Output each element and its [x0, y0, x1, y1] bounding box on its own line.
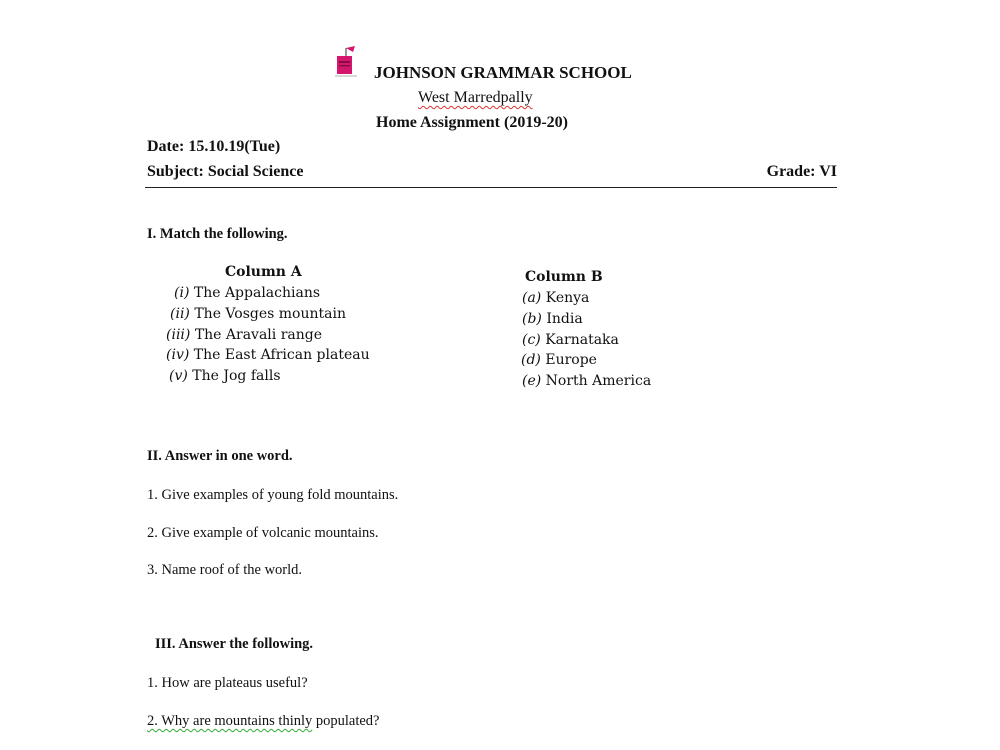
item-text: The Appalachians — [193, 285, 321, 301]
column-a-item — [170, 306, 346, 322]
item-number: (b) — [522, 311, 542, 327]
section-3-title: III. Answer the following. — [155, 636, 314, 652]
item-text: North America — [545, 373, 652, 389]
school-name: JOHNSON GRAMMAR SCHOOL — [374, 63, 632, 82]
question-text-marked: 2. Why are mountains thinly — [147, 713, 313, 729]
column-a-item — [169, 368, 281, 384]
item-text: The Vosges mountain — [194, 306, 346, 322]
item-text: The Jog falls — [192, 368, 281, 384]
question: 2. Give example of volcanic mountains. — [147, 525, 379, 541]
question: 3. Name roof of the world. — [147, 562, 303, 578]
question-text-rest: populated? — [312, 713, 380, 729]
item-number: (d) — [521, 352, 541, 368]
column-a-item — [174, 285, 320, 301]
header-divider — [145, 187, 837, 188]
column-b-item — [521, 352, 597, 368]
item-number: (iv) — [166, 347, 190, 363]
column-b-item — [522, 373, 651, 389]
item-text: Kenya — [545, 290, 590, 306]
question — [147, 713, 380, 730]
grade-line: Grade: VI — [766, 163, 837, 180]
item-text: Karnataka — [545, 332, 619, 348]
item-text: The Aravali range — [194, 327, 323, 343]
column-b-item — [522, 311, 583, 327]
item-text: India — [546, 311, 583, 327]
column-b-title: Column B — [525, 269, 603, 285]
school-location-text: West Marredpally — [418, 89, 533, 106]
item-number: (iii) — [166, 327, 191, 343]
school-logo-icon — [333, 45, 361, 79]
date-line: Date: 15.10.19(Tue) — [147, 138, 281, 155]
question: 1. Give examples of young fold mountains. — [147, 487, 399, 503]
question: 1. How are plateaus useful? — [147, 675, 308, 691]
column-b-item — [522, 332, 619, 348]
column-b-item — [522, 290, 589, 306]
section-2-title: II. Answer in one word. — [147, 448, 293, 464]
column-a-title: Column A — [225, 264, 302, 280]
item-number: (v) — [169, 368, 188, 384]
section-1-title: I. Match the following. — [147, 226, 288, 242]
subject-line: Subject: Social Science — [147, 163, 304, 180]
item-number: (a) — [522, 290, 542, 306]
item-text: The East African plateau — [193, 347, 370, 363]
assignment-title: Home Assignment (2019-20) — [376, 114, 568, 131]
item-number: (i) — [174, 285, 190, 301]
column-a-item — [166, 347, 370, 363]
item-text: Europe — [545, 352, 597, 368]
column-a-item — [166, 327, 322, 343]
item-number: (e) — [522, 373, 542, 389]
item-number: (ii) — [170, 306, 190, 322]
school-location — [418, 89, 533, 107]
item-number: (c) — [522, 332, 541, 348]
